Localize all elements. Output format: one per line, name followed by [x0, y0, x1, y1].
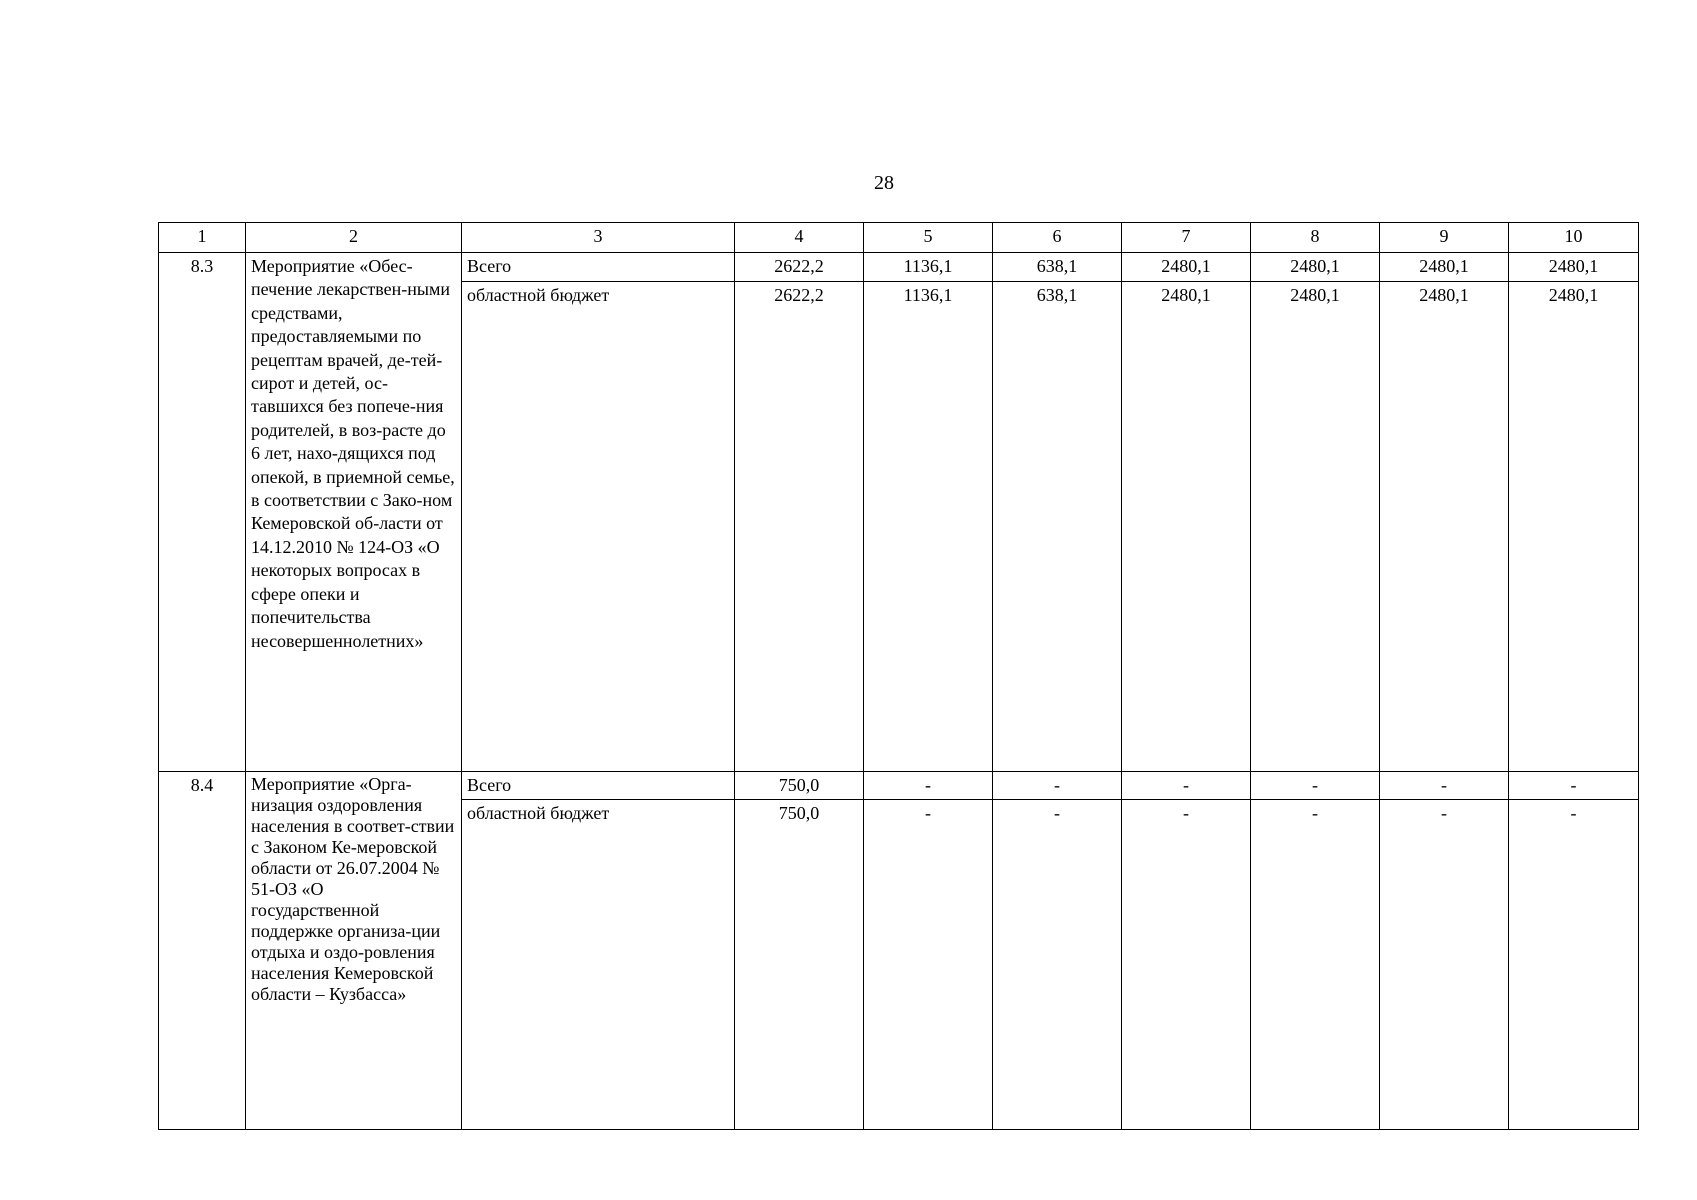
value-cell: 2622,2: [735, 282, 864, 772]
value-cell: 2480,1: [1509, 253, 1639, 282]
funding-source: областной бюджет: [462, 800, 735, 1130]
value-cell: 750,0: [735, 800, 864, 1130]
value-cell: -: [1509, 800, 1639, 1130]
value-cell: -: [1251, 772, 1380, 800]
value-cell: 1136,1: [864, 282, 993, 772]
value-cell: 2480,1: [1122, 253, 1251, 282]
table-row: [159, 253, 1639, 282]
column-header: 8: [1251, 223, 1380, 253]
value-cell: -: [993, 772, 1122, 800]
column-header: 3: [462, 223, 735, 253]
column-header: 4: [735, 223, 864, 253]
column-header: 7: [1122, 223, 1251, 253]
value-cell: 1136,1: [864, 253, 993, 282]
column-header: 9: [1380, 223, 1509, 253]
value-cell: -: [1380, 800, 1509, 1130]
value-cell: 638,1: [993, 282, 1122, 772]
value-cell: 2480,1: [1380, 282, 1509, 772]
value-cell: 638,1: [993, 253, 1122, 282]
page-number: 28: [874, 172, 894, 194]
value-cell: -: [864, 772, 993, 800]
header-row: [159, 223, 1639, 253]
value-cell: 2622,2: [735, 253, 864, 282]
value-cell: -: [1251, 800, 1380, 1130]
item-name: Мероприятие «Орга-низация оздоровления населения в соответ-ствии с Законом Ке-меровской области от 26.07.2004 № 51-ОЗ «О государственной поддержке организа-ции отдыха и оздо-ровления населения Кемеровской области – Кузбасса»: [246, 772, 462, 1130]
column-header: 10: [1509, 223, 1639, 253]
item-number: 8.3: [159, 253, 246, 772]
funding-source: Всего: [462, 253, 735, 282]
item-name: Мероприятие «Обес-печение лекарствен-ными средствами, предоставляемыми по рецептам врачей, де-тей-сирот и детей, ос-тавшихся без попече-ния родителей, в воз-расте до 6 лет, нахо-дящихся под опекой, в приемной семье, в соответствии с Зако-ном Кемеровской об-ласти от 14.12.2010 № 124-ОЗ «О некоторых вопросах в сфере опеки и попечительства несовершеннолетних»: [246, 253, 462, 772]
value-cell: -: [1122, 800, 1251, 1130]
value-cell: -: [1380, 772, 1509, 800]
budget-table: [158, 222, 1639, 1130]
column-header: 1: [159, 223, 246, 253]
column-header: 2: [246, 223, 462, 253]
funding-source: областной бюджет: [462, 282, 735, 772]
value-cell: -: [1122, 772, 1251, 800]
value-cell: 2480,1: [1251, 253, 1380, 282]
value-cell: -: [1509, 772, 1639, 800]
value-cell: 2480,1: [1380, 253, 1509, 282]
item-number: 8.4: [159, 772, 246, 1130]
table-row: [159, 772, 1639, 800]
value-cell: 2480,1: [1122, 282, 1251, 772]
value-cell: 2480,1: [1251, 282, 1380, 772]
value-cell: 750,0: [735, 772, 864, 800]
value-cell: 2480,1: [1509, 282, 1639, 772]
value-cell: -: [864, 800, 993, 1130]
column-header: 6: [993, 223, 1122, 253]
value-cell: -: [993, 800, 1122, 1130]
column-header: 5: [864, 223, 993, 253]
funding-source: Всего: [462, 772, 735, 800]
